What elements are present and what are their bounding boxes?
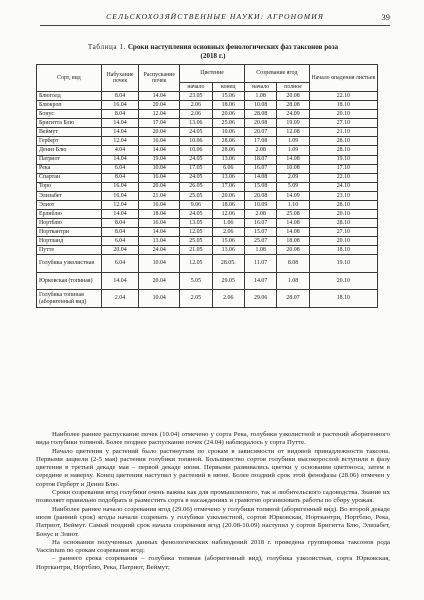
date-cell: 13.06 — [212, 173, 244, 182]
date-cell: 12.06 — [212, 209, 244, 218]
date-cell: 18.10 — [309, 290, 377, 308]
date-cell: 20.04 — [139, 128, 180, 137]
date-cell: 12.05 — [180, 255, 212, 273]
date-cell: 13.06 — [212, 155, 244, 164]
date-cell: 20.06 — [212, 110, 244, 119]
date-cell: 2.05 — [180, 290, 212, 308]
date-cell: 22.10 — [309, 92, 377, 101]
date-cell: 20.07 — [244, 128, 276, 137]
table-row — [37, 110, 378, 119]
date-cell: 6.04 — [101, 255, 139, 273]
table-row — [37, 173, 378, 182]
date-cell: 12.04 — [101, 200, 139, 209]
date-cell: 24.04 — [139, 245, 180, 254]
date-cell: 2.09 — [277, 173, 309, 182]
table-row — [37, 146, 378, 155]
body-paragraph: Наиболее раннее начало созревания ягод (29.06) отмечено у голубики топяной (аборигенный вид). Во второй декаде июля (ранний срок) ягоды начали созревать у голубики узколистной, сортов Юрковская, Норткантри, Нортблю, Река, Патриот, Веймут. Самый поздний срок начала созревания ягод (20.08-10.09) наступил у сортов Бригитта Блю, Элизабет, Бонус и Элиот. — [36, 505, 390, 538]
variety-cell: Патриот — [37, 155, 102, 164]
date-cell: 14.08 — [277, 227, 309, 236]
date-cell: 20.08 — [244, 191, 276, 200]
date-cell: 20.10 — [309, 110, 377, 119]
date-cell: 18.10 — [309, 101, 377, 110]
date-cell: 14.07 — [244, 272, 276, 290]
date-cell: 10.08 — [244, 101, 276, 110]
date-cell: 16.04 — [101, 182, 139, 191]
date-cell: 20.10 — [309, 272, 377, 290]
date-cell: 24.05 — [180, 209, 212, 218]
date-cell: 29.05 — [212, 272, 244, 290]
table-caption — [36, 43, 390, 60]
variety-cell: Нортланд — [37, 236, 102, 245]
date-cell: 13.06 — [180, 119, 212, 128]
date-cell: 2.08 — [244, 146, 276, 155]
table-row — [37, 182, 378, 191]
body-paragraph: На основании полученных данных фенологических наблюдений 2018 г. проведена группировка таксонов рода Vaccinium по срокам созревания ягод: — [36, 538, 390, 555]
date-cell: 28.10 — [309, 137, 377, 146]
date-cell: 20.08 — [277, 92, 309, 101]
date-cell: 1.09 — [277, 146, 309, 155]
table-row — [37, 200, 378, 209]
date-cell: 10.09 — [244, 200, 276, 209]
table-row — [37, 227, 378, 236]
date-cell: 8.04 — [101, 173, 139, 182]
variety-cell: Блюкроп — [37, 101, 102, 110]
variety-cell: Элиот — [37, 200, 102, 209]
date-cell: 12.04 — [101, 137, 139, 146]
date-cell: 19.10 — [309, 255, 377, 273]
date-cell: 10.06 — [180, 146, 212, 155]
header-leaffall: Начало опадения листьев — [309, 65, 377, 92]
date-cell: 8.04 — [101, 227, 139, 236]
table-row — [37, 218, 378, 227]
header-flowering: Цветение — [180, 65, 245, 83]
date-cell: 2.04 — [101, 290, 139, 308]
date-cell: 8.04 — [101, 110, 139, 119]
date-cell: 4.04 — [101, 146, 139, 155]
date-cell: 11.07 — [244, 255, 276, 273]
date-cell: 16.07 — [244, 218, 276, 227]
variety-cell: Голубика узколистная — [37, 255, 102, 273]
date-cell: 14.04 — [101, 119, 139, 128]
variety-cell: Спартан — [37, 173, 102, 182]
date-cell: 14.04 — [139, 92, 180, 101]
variety-cell: Юрковская (топиная) — [37, 272, 102, 290]
date-cell: 18.06 — [212, 101, 244, 110]
variety-cell: Дениз Блю — [37, 146, 102, 155]
body-paragraph: – раннего срока созревания – голубика топяная (аборигенный вид), голубика узколистная, сорта Юрковская, Норткантри, Нортблю, Река, Патриот, Веймут; — [36, 555, 390, 571]
date-cell: 18.08 — [277, 236, 309, 245]
date-cell: 5.05 — [180, 272, 212, 290]
date-cell: 1.08 — [277, 272, 309, 290]
date-cell: 1.06 — [212, 218, 244, 227]
date-cell: 19.10 — [309, 155, 377, 164]
table-row — [37, 209, 378, 218]
date-cell: 28.06 — [212, 137, 244, 146]
header-ripening: Созревание ягод — [244, 65, 309, 83]
date-cell: 16.04 — [139, 218, 180, 227]
date-cell: 20.08 — [244, 119, 276, 128]
date-cell: 12.05 — [180, 227, 212, 236]
variety-cell: Ерлиблю — [37, 209, 102, 218]
date-cell: 8.08 — [277, 255, 309, 273]
header-swelling: Набухание почек — [101, 65, 139, 92]
table-row — [37, 92, 378, 101]
date-cell: 16.04 — [139, 200, 180, 209]
date-cell: 10.04 — [139, 290, 180, 308]
body-paragraph: Наиболее раннее распускание почек (10.04) отмечено у сорта Река, голубики узколистной и растений аборигенного вида голубики топяной. Более позднее распускание почек (24.04) наблюдалось у сорта Путте. — [36, 431, 390, 447]
table-row — [37, 101, 378, 110]
date-cell: 18.10 — [309, 245, 377, 254]
date-cell: 2.08 — [244, 209, 276, 218]
date-cell: 17.10 — [309, 164, 377, 173]
date-cell: 28.08 — [244, 110, 276, 119]
variety-cell: Герберт — [37, 137, 102, 146]
date-cell: 20.04 — [139, 101, 180, 110]
date-cell: 10.06 — [180, 137, 212, 146]
variety-cell: Нортблю — [37, 218, 102, 227]
date-cell: 18.06 — [212, 200, 244, 209]
date-cell: 10.04 — [139, 255, 180, 273]
date-cell: 2.06 — [180, 110, 212, 119]
date-cell: 27.10 — [309, 227, 377, 236]
date-cell: 13.06 — [212, 245, 244, 254]
date-cell: 27.10 — [309, 119, 377, 128]
date-cell: 18.04 — [139, 209, 180, 218]
date-cell: 13.05 — [180, 218, 212, 227]
date-cell: 12.04 — [139, 110, 180, 119]
date-cell: 2.06 — [180, 101, 212, 110]
variety-cell: Голубика топиная (аборигенный вид) — [37, 290, 102, 308]
variety-cell: Элизабет — [37, 191, 102, 200]
date-cell: 8.04 — [101, 218, 139, 227]
running-title: СЕЛЬСКОХОЗЯЙСТВЕННЫЕ НАУКИ: АГРОНОМИЯ — [106, 12, 324, 21]
variety-cell: Веймут — [37, 128, 102, 137]
date-cell: 21.05 — [180, 245, 212, 254]
header-budbreak: Распускание почек — [139, 65, 180, 92]
date-cell: 23.10 — [309, 191, 377, 200]
table-title-line2: (2018 г.) — [200, 51, 226, 60]
table-row — [37, 245, 378, 254]
date-cell: 14.08 — [244, 173, 276, 182]
date-cell: 21.04 — [139, 191, 180, 200]
date-cell: 19.04 — [139, 155, 180, 164]
table-title-line1: Сроки наступления основных фенологических фаз таксонов роза — [127, 43, 339, 51]
date-cell: 14.08 — [277, 155, 309, 164]
date-cell: 24.10 — [309, 182, 377, 191]
header-rule — [40, 25, 390, 26]
date-cell: 1.08 — [244, 92, 276, 101]
date-cell: 29.06 — [244, 290, 276, 308]
table-label: Таблица 1. — [87, 43, 127, 51]
date-cell: 10.04 — [139, 164, 180, 173]
header-ripening-start: начало — [244, 83, 276, 92]
date-cell: 28.05. — [212, 255, 244, 273]
date-cell: 1.08 — [244, 245, 276, 254]
date-cell: 2.06 — [212, 290, 244, 308]
body-paragraph: Сроки созревания ягод голубики очень важны как для промышленного, так и любительского садоводства. Знание их позволяет правильно подобрать и разместить сорта в насаждениях и грамотно организовать работы по сбору урожая. — [36, 489, 390, 505]
date-cell: 24.05 — [180, 155, 212, 164]
page-number: 39 — [381, 12, 390, 22]
date-cell: 1.10 — [277, 200, 309, 209]
date-cell: 9.06 — [180, 200, 212, 209]
date-cell: 22.10 — [309, 173, 377, 182]
table-row — [37, 290, 378, 308]
date-cell: 16.04 — [101, 101, 139, 110]
date-cell: 16.04 — [139, 137, 180, 146]
table-row — [37, 272, 378, 290]
table-row — [37, 137, 378, 146]
date-cell: 17.04 — [139, 119, 180, 128]
date-cell: 17.06 — [212, 182, 244, 191]
table-row — [37, 255, 378, 273]
date-cell: 28.10 — [309, 200, 377, 209]
variety-cell: Река — [37, 164, 102, 173]
table-row — [37, 236, 378, 245]
page-header — [40, 12, 390, 26]
date-cell: 24.09 — [277, 110, 309, 119]
date-cell: 14.09 — [277, 191, 309, 200]
date-cell: 20.04 — [139, 272, 180, 290]
date-cell: 6.04 — [101, 164, 139, 173]
table-row — [37, 119, 378, 128]
date-cell: 16.07 — [244, 164, 276, 173]
variety-cell: Блюголд — [37, 92, 102, 101]
date-cell: 13.04 — [139, 236, 180, 245]
date-cell: 26.05 — [180, 182, 212, 191]
header-flowering-end: конец — [212, 83, 244, 92]
variety-cell: Путте — [37, 245, 102, 254]
date-cell: 15.06 — [212, 236, 244, 245]
date-cell: 16.04 — [101, 191, 139, 200]
date-cell: 14.04 — [139, 227, 180, 236]
date-cell: 28.10 — [309, 218, 377, 227]
date-cell: 20.04 — [101, 245, 139, 254]
date-cell: 28.10 — [309, 146, 377, 155]
date-cell: 17.05 — [180, 164, 212, 173]
date-cell: 15.08 — [244, 182, 276, 191]
phenology-table — [36, 64, 378, 308]
date-cell: 6.06 — [212, 164, 244, 173]
date-cell: 19.09 — [277, 119, 309, 128]
date-cell: 20.10 — [309, 209, 377, 218]
date-cell: 17.08 — [244, 137, 276, 146]
date-cell: 14.04 — [101, 272, 139, 290]
variety-cell: Бонус — [37, 110, 102, 119]
date-cell: 12.08 — [277, 128, 309, 137]
table-row — [37, 128, 378, 137]
date-cell: 14.08 — [277, 218, 309, 227]
variety-cell: Бригитта Блю — [37, 119, 102, 128]
date-cell: 8.04 — [101, 92, 139, 101]
table-row — [37, 155, 378, 164]
date-cell: 23.05 — [180, 92, 212, 101]
table-body — [37, 92, 378, 308]
date-cell: 14.04 — [101, 155, 139, 164]
date-cell: 20.08 — [277, 245, 309, 254]
date-cell: 14.04 — [101, 209, 139, 218]
date-cell: 6.04 — [101, 236, 139, 245]
date-cell: 21.10 — [309, 128, 377, 137]
date-cell: 28.06 — [212, 146, 244, 155]
date-cell: 25.08 — [277, 209, 309, 218]
date-cell: 16.04 — [139, 173, 180, 182]
date-cell: 10.06 — [212, 128, 244, 137]
date-cell: 14.04 — [101, 128, 139, 137]
date-cell: 25.06 — [212, 119, 244, 128]
date-cell: 2.06 — [212, 227, 244, 236]
date-cell: 15.07 — [244, 227, 276, 236]
date-cell: 28.07 — [277, 290, 309, 308]
date-cell: 24.05 — [180, 173, 212, 182]
date-cell: 15.06 — [212, 92, 244, 101]
date-cell: 24.05 — [180, 128, 212, 137]
date-cell: 20.06 — [212, 191, 244, 200]
table-row — [37, 164, 378, 173]
header-ripening-full: полное — [277, 83, 309, 92]
date-cell: 25.07 — [244, 236, 276, 245]
date-cell: 5.09 — [277, 182, 309, 191]
body-text — [36, 431, 390, 572]
date-cell: 18.07 — [244, 155, 276, 164]
date-cell: 20.10 — [309, 236, 377, 245]
body-paragraph: Начало цветения у растений было растянутым по срокам в зависимости от видовой принадлежности таксона. Первыми зацвели (2-5 мая) растения голубики топяной. Большинство сортов голубики высокорослой вступили в фазу цветения в третьей декаде мая – первой декаде июня. Первыми развивались цветки у основания цветоноса, затем в середине и наверху. Конец цветения наступил у растений в июне. Более поздний срок этой фенофазы (28.06) отмечен у сортов Герберт и Дениз Блю. — [36, 447, 390, 488]
header-flowering-start: начало — [180, 83, 212, 92]
date-cell: 25.05 — [180, 236, 212, 245]
variety-cell: Торо — [37, 182, 102, 191]
date-cell: 10.08 — [277, 164, 309, 173]
date-cell: 25.05 — [180, 191, 212, 200]
header-variety: Сорт, вид — [37, 65, 102, 92]
variety-cell: Норткантри — [37, 227, 102, 236]
date-cell: 1.09 — [277, 137, 309, 146]
date-cell: 14.04 — [139, 146, 180, 155]
table-row — [37, 191, 378, 200]
date-cell: 28.08 — [277, 101, 309, 110]
date-cell: 20.04 — [139, 182, 180, 191]
